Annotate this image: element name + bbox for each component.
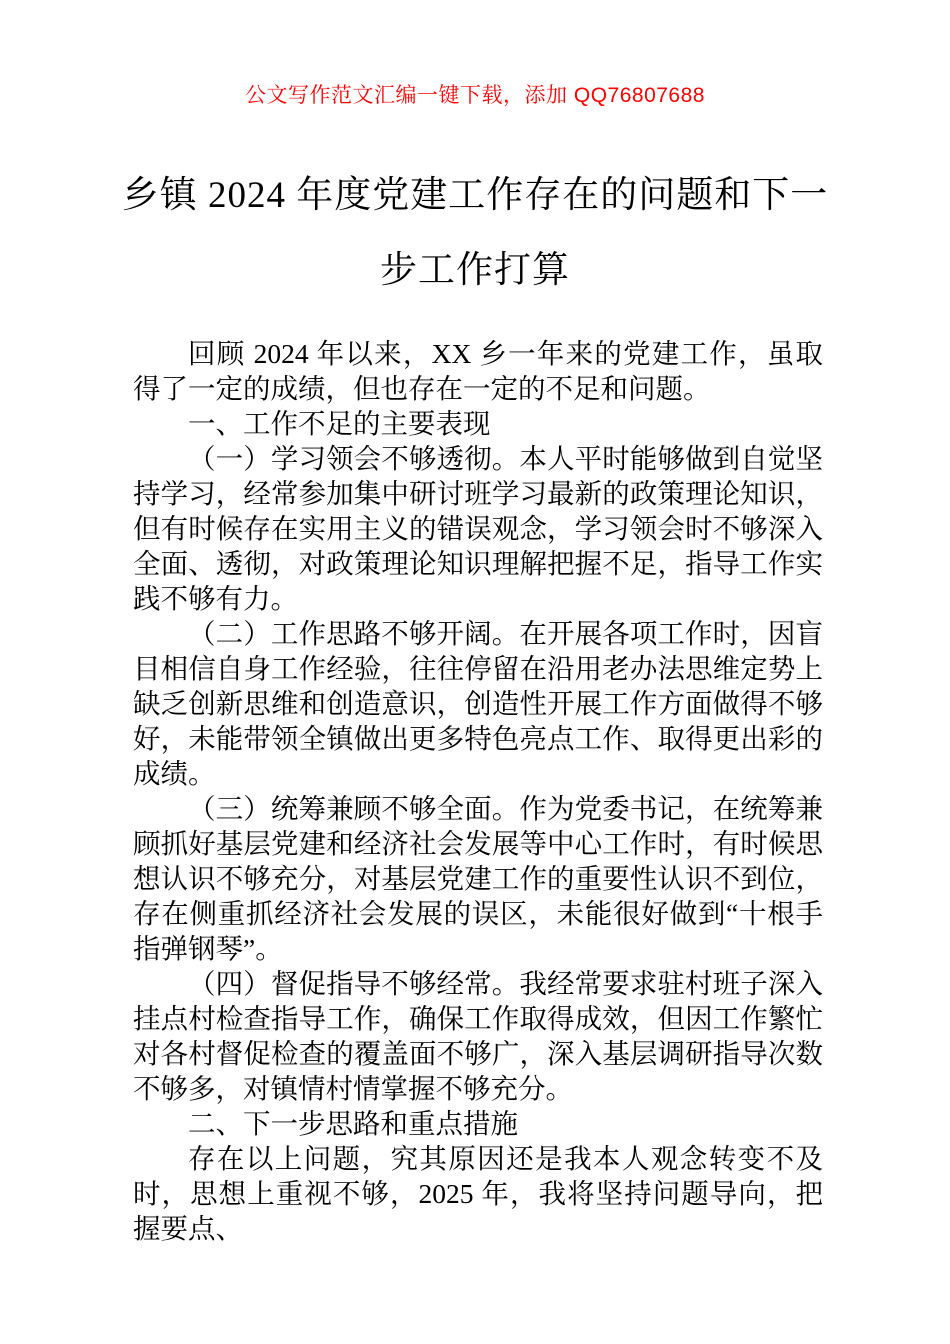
document-title-line-1: 乡镇 2024 年度党建工作存在的问题和下一 bbox=[121, 175, 829, 216]
section-heading-1: 一、工作不足的主要表现 bbox=[188, 408, 491, 439]
body-paragraph-next-steps: 存在以上问题，究其原因还是我本人观念转变不及时，思想上重视不够，2025 年，我将坚持问题导向，把握要点、 bbox=[133, 1143, 823, 1244]
body-paragraph-issue-3: （三）统筹兼顾不够全面。作为党委书记，在统筹兼顾抓好基层党建和经济社会发展等中心工作时，有时候思想认识不够充分，对基层党建工作的重要性认识不到位，存在侧重抓经济社会发展的误区，未能很好做到“十根手指弹钢琴”。 bbox=[133, 793, 823, 964]
document-body bbox=[133, 336, 823, 1246]
document-title-line-2: 步工作打算 bbox=[380, 250, 570, 291]
body-paragraph-issue-1: （一）学习领会不够透彻。本人平时能够做到自觉坚持学习，经常参加集中研讨班学习最新的政策理论知识，但有时候存在实用主义的错误观念，学习领会时不够深入全面、透彻，对政策理论知识理解把握不足，指导工作实践不够有力。 bbox=[133, 443, 823, 614]
body-paragraph-issue-4: （四）督促指导不够经常。我经常要求驻村班子深入挂点村检查指导工作，确保工作取得成效，但因工作繁忙对各村督促检查的覆盖面不够广，深入基层调研指导次数不够多，对镇情村情掌握不够充分。 bbox=[133, 968, 823, 1104]
body-paragraph-issue-2: （二）工作思路不够开阔。在开展各项工作时，因盲目相信自身工作经验，往往停留在沿用老办法思维定势上缺乏创新思维和创造意识，创造性开展工作方面做得不够好，未能带领全镇做出更多特色亮点工作、取得更出彩的成绩。 bbox=[133, 618, 823, 789]
section-heading-2: 二、下一步思路和重点措施 bbox=[188, 1108, 518, 1139]
promo-banner-text: 公文写作范文汇编一键下载，添加 QQ76807688 bbox=[245, 84, 705, 107]
document-title bbox=[95, 158, 855, 308]
body-paragraph-intro: 回顾 2024 年以来，XX 乡一年来的党建工作，虽取得了一定的成绩，但也存在一定的不足和问题。 bbox=[133, 338, 823, 404]
